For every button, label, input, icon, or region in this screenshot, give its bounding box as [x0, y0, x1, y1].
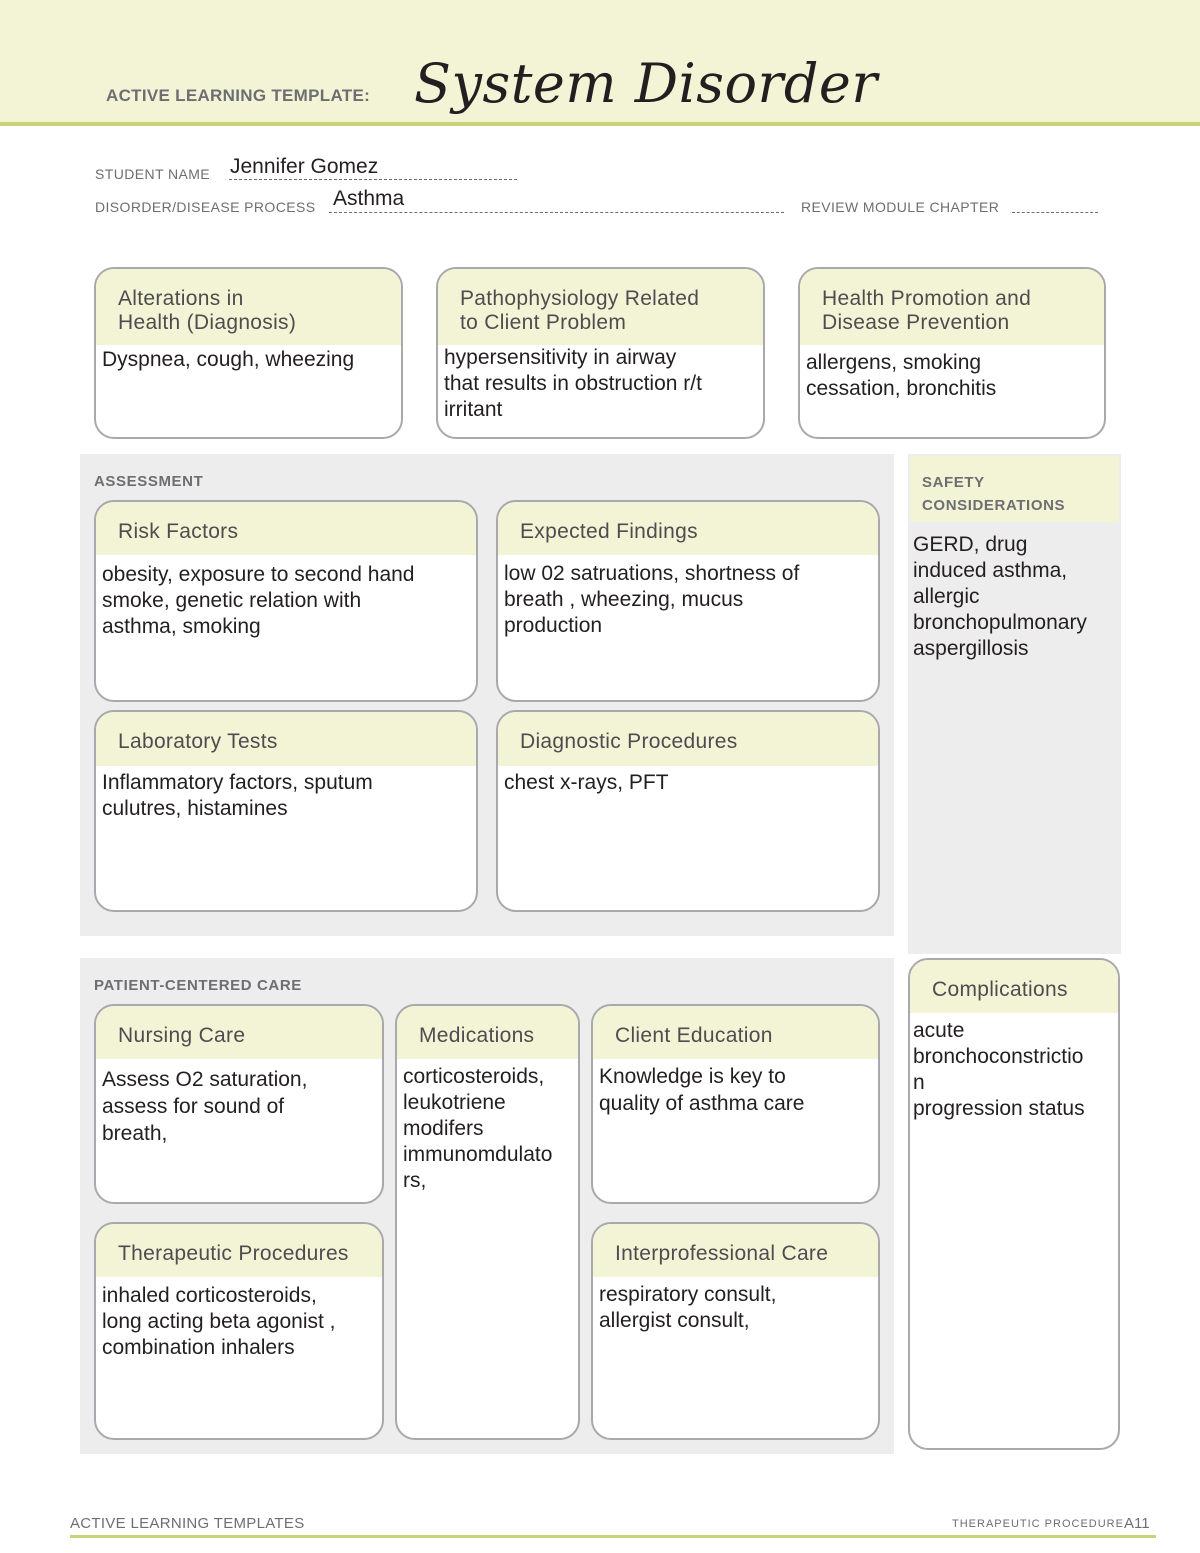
template-title: System Disorder [414, 52, 878, 115]
disorder-label: DISORDER/DISEASE PROCESS [95, 199, 316, 215]
footer-section: THERAPEUTIC PROCEDURE [952, 1518, 1124, 1530]
alterations-title: Alterations in Health (Diagnosis) [96, 269, 401, 345]
review-module-label: REVIEW MODULE CHAPTER [801, 199, 1000, 215]
complications-text[interactable]: acute bronchoconstrictio n progression status [913, 1019, 1085, 1120]
therapeutic-procedures-title: Therapeutic Procedures [96, 1224, 382, 1277]
alterations-text[interactable]: Dyspnea, cough, wheezing [102, 348, 355, 371]
pathophysiology-title: Pathophysiology Related to Client Problem [438, 269, 763, 345]
diagnostic-procedures-text[interactable]: chest x-rays, PFT [504, 771, 669, 794]
expected-findings-box [496, 500, 880, 702]
nursing-care-title: Nursing Care [96, 1006, 382, 1059]
safety-text[interactable]: GERD, drug induced asthma, allergic bronchopulmonary aspergillosis [913, 533, 1087, 660]
laboratory-tests-box [94, 710, 478, 912]
assessment-heading: ASSESSMENT [94, 473, 204, 490]
patient-care-heading: PATIENT-CENTERED CARE [94, 977, 302, 994]
client-education-title: Client Education [593, 1006, 878, 1059]
interprofessional-care-text[interactable]: respiratory consult, allergist consult, [599, 1283, 777, 1332]
header-rule [0, 122, 1200, 126]
diagnostic-procedures-title: Diagnostic Procedures [498, 712, 878, 766]
health-promotion-box [798, 267, 1106, 439]
expected-findings-text[interactable]: low 02 satruations, shortness of breath , wheezing, mucus production [504, 562, 800, 637]
safety-heading: SAFETY CONSIDERATIONS [922, 474, 1066, 514]
student-name-field[interactable]: Jennifer Gomez [230, 155, 379, 178]
medications-title: Medications [397, 1006, 578, 1059]
footer-title: ACTIVE LEARNING TEMPLATES [70, 1515, 305, 1532]
medications-text[interactable]: corticosteroids, leukotriene modifers immunomdulato rs, [403, 1065, 553, 1192]
interprofessional-care-box [591, 1222, 880, 1440]
alterations-box [94, 267, 403, 439]
disorder-field[interactable]: Asthma [333, 187, 405, 210]
therapeutic-procedures-text[interactable]: inhaled corticosteroids, long acting beta agonist , combination inhalers [102, 1284, 336, 1359]
footer-rule [70, 1535, 1156, 1538]
template-label: ACTIVE LEARNING TEMPLATE: [106, 86, 371, 105]
nursing-care-box [94, 1004, 384, 1204]
expected-findings-title: Expected Findings [498, 502, 878, 555]
pathophysiology-box [436, 267, 765, 439]
client-education-box [591, 1004, 880, 1204]
health-promotion-title: Health Promotion and Disease Prevention [800, 269, 1104, 345]
risk-factors-title: Risk Factors [96, 502, 476, 555]
student-name-label: STUDENT NAME [95, 166, 210, 182]
complications-box [908, 958, 1120, 1450]
review-module-field[interactable] [1012, 211, 1098, 213]
interprofessional-care-title: Interprofessional Care [593, 1224, 878, 1277]
complications-title: Complications [910, 960, 1118, 1013]
client-education-text[interactable]: Knowledge is key to quality of asthma care [599, 1065, 805, 1115]
laboratory-tests-text[interactable]: Inflammatory factors, sputum culutres, histamines [102, 771, 373, 820]
pathophysiology-text[interactable]: hypersensitivity in airway that results in obstruction r/t irritant [444, 346, 702, 421]
health-promotion-text[interactable]: allergens, smoking cessation, bronchitis [806, 351, 997, 400]
disorder-line [329, 211, 784, 213]
nursing-care-text[interactable]: Assess O2 saturation, assess for sound of breath, [102, 1068, 308, 1145]
safety-shade [908, 454, 1121, 954]
therapeutic-procedures-box [94, 1222, 384, 1440]
risk-factors-text[interactable]: obesity, exposure to second hand smoke, genetic relation with asthma, smoking [102, 563, 415, 638]
medications-box [395, 1004, 580, 1440]
diagnostic-procedures-box [496, 710, 880, 912]
risk-factors-box [94, 500, 478, 702]
laboratory-tests-title: Laboratory Tests [96, 712, 476, 766]
page-number: A11 [1124, 1515, 1150, 1532]
